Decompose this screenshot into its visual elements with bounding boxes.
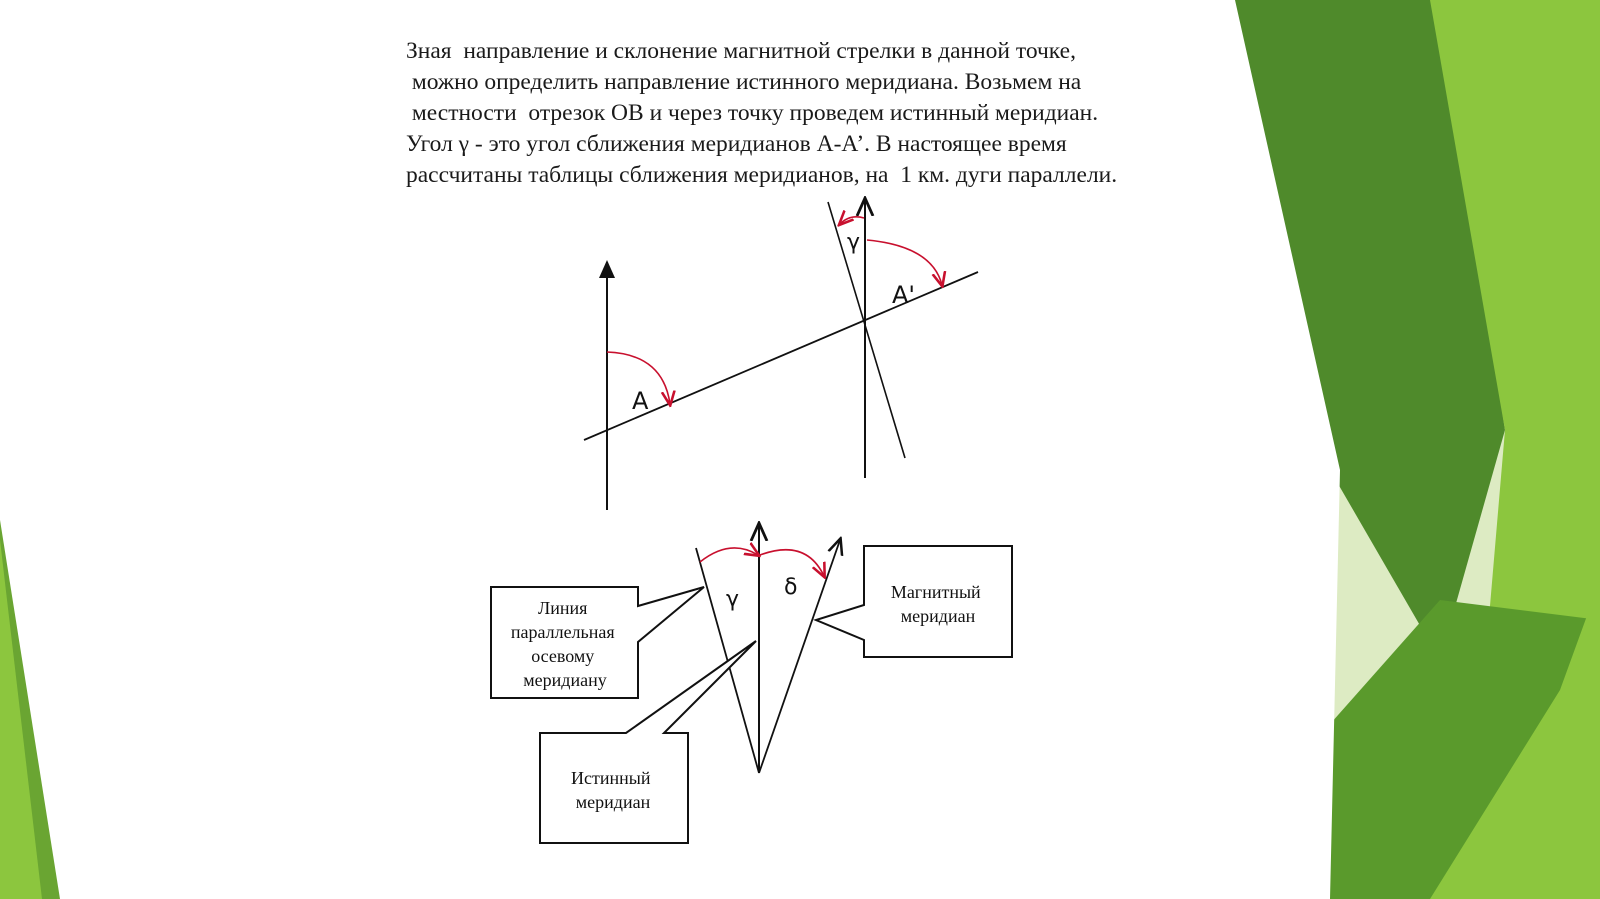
label-gamma-top: γ xyxy=(847,230,861,255)
delta-arc-bottom xyxy=(760,550,824,576)
magnetic-meridian-line xyxy=(759,540,840,773)
paragraph-line: Зная направление и склонение магнитной стрелки в данной точке, xyxy=(406,38,1076,64)
label-a-prime: А' xyxy=(892,281,916,309)
gamma-arc-top xyxy=(840,217,864,224)
label-a: А xyxy=(632,387,649,415)
callout-parallel-line xyxy=(491,587,704,698)
callout-magnetic-text: Магнитный меридиан xyxy=(890,582,981,626)
paragraph-line: можно определить направление истинного меридиана. Возьмем на xyxy=(406,69,1082,95)
callout-true-text: Истинный меридиан xyxy=(571,768,651,812)
paragraph-line: Угол γ - это угол сближения меридианов А-А’. В настоящее время xyxy=(406,131,1067,157)
azimuth-arc-a-prime xyxy=(867,240,942,285)
callout-magnetic-meridian xyxy=(816,546,1012,657)
paragraph-line: местности отрезок ОВ и через точку проведем истинный меридиан. xyxy=(406,100,1099,126)
gamma-arc-bottom xyxy=(700,548,758,562)
bottom-diagram xyxy=(491,525,1012,843)
paragraph-line: рассчитаны таблицы сближения меридианов, на 1 км. дуги параллели. xyxy=(406,162,1118,188)
label-delta-bottom: δ xyxy=(784,575,798,600)
callout-parallel-text: Линия параллельная осевому меридиану xyxy=(510,598,615,690)
top-diagram xyxy=(584,200,978,510)
converged-meridian-line xyxy=(828,202,905,458)
label-gamma-bottom: γ xyxy=(726,587,740,612)
